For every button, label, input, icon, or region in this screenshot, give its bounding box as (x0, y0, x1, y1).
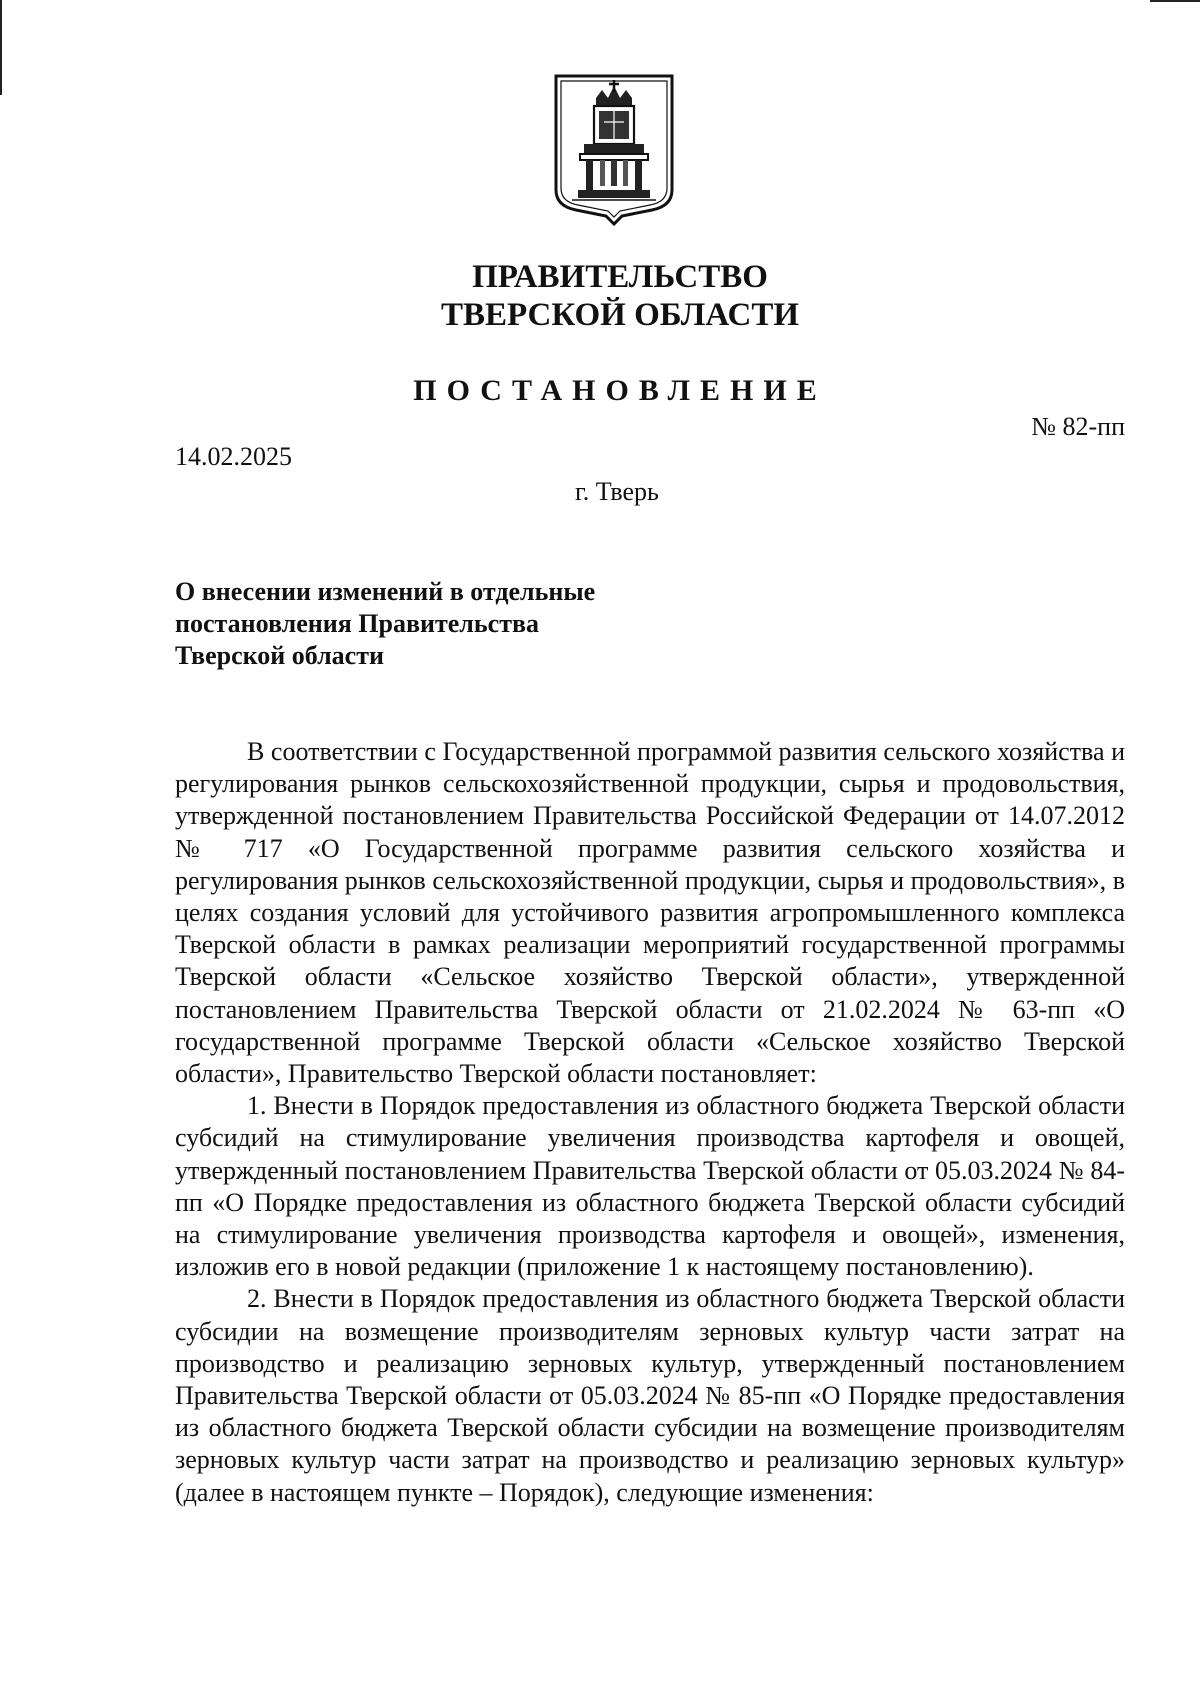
subject-line3: Тверской области (175, 641, 384, 670)
document-place: г. Тверь (575, 477, 659, 506)
organization-title-line2: ТВЕРСКОЙ ОБЛАСТИ (440, 297, 800, 333)
document-date: 14.02.2025 (175, 442, 292, 471)
scan-edge-left (0, 0, 2, 95)
subject-line2: постановления Правительства (175, 609, 539, 638)
document-type: ПОСТАНОВЛЕНИЕ (413, 374, 827, 407)
document-body (175, 736, 1125, 1509)
organization-title (0, 258, 1200, 334)
document-number: № 82-пп (1031, 412, 1125, 441)
body-preamble: В соответствии с Государственной программой развития сельского хозяйства и регулирования рынков сельскохозяйственной продукции, сырья и продовольствия, утвержденной постановлением Правительства Российской Федерации от 14.07.2012 № 717 «О Государственной программе развития сельского хозяйства и регулирования рынков сельскохозяйственной продукции, сырья и продовольствия», в целях создания условий для устойчивого развития агропромышленного комплекса Тверской области в рамках реализации мероприятий государственной программы Тверской области «Сельское хозяйство Тверской области», утвержденной постановлением Правительства Тверской области от 21.02.2024 № 63-пп «О государственной программе Тверской области «Сельское хозяйство Тверской области», Правительство Тверской области постановляет: (175, 737, 1125, 1089)
body-item-2: 2. Внести в Порядок предоставления из областного бюджета Тверской области субсидии на возмещение производителям зерновых культур части затрат на производство и реализацию зерновых культур, утвержденный постановлением Правительства Тверской области от 05.03.2024 № 85-пп «О Порядке предоставления из областного бюджета Тверской области субсидии на возмещение производителям зерновых культур части затрат на производство и реализацию зерновых культур» (далее в настоящем пункте – Порядок), следующие изменения: (175, 1284, 1125, 1507)
scan-edge-top (1150, 0, 1200, 2)
subject-line1: О внесении изменений в отдельные (175, 577, 596, 606)
tver-coat-of-arms-icon (552, 72, 676, 228)
document-subject (175, 576, 695, 672)
body-item-1: 1. Внести в Порядок предоставления из областного бюджета Тверской области субсидий на стимулирование увеличения производства картофеля и овощей, утвержденный постановлением Правительства Тверской области от 05.03.2024 № 84-пп «О Порядке предоставления из областного бюджета Тверской области субсидий на стимулирование увеличения производства картофеля и овощей», изменения, изложив его в новой редакции (приложение 1 к настоящему постановлению). (175, 1091, 1125, 1282)
organization-title-line1: ПРАВИТЕЛЬСТВО (472, 259, 768, 295)
